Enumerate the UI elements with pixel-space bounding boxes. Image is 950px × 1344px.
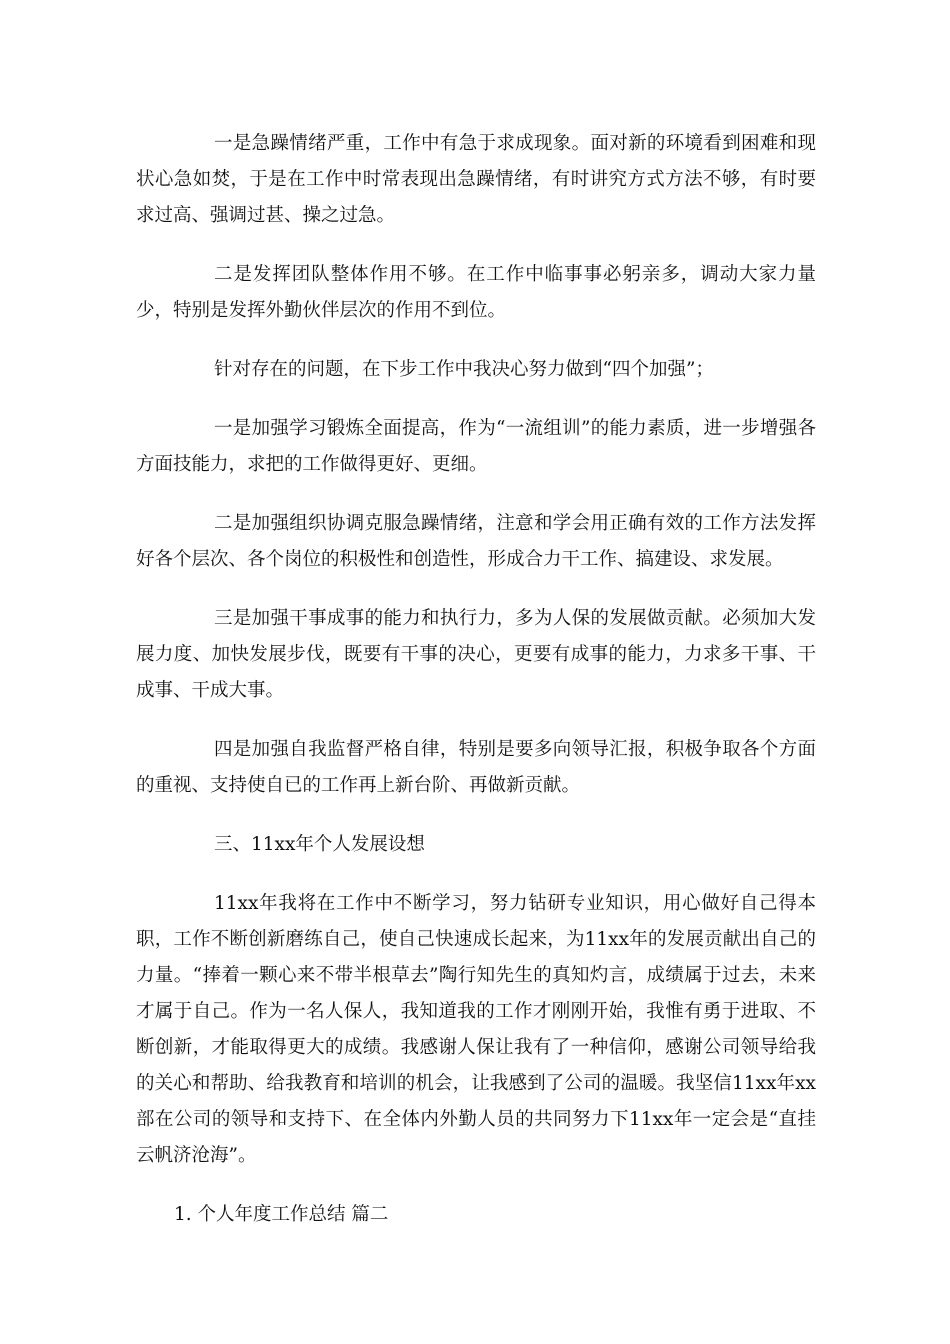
paragraph-strengthen-4: 四是加强自我监督严格自律，特别是要多向领导汇报，积极争取各个方面的重视、支持使自已的工作再上新台阶、再做新贡献。	[136, 739, 816, 796]
document-body	[136, 126, 816, 1233]
paragraph-strengthen-2: 二是加强组织协调克服急躁情绪，注意和学会用正确有效的工作方法发挥好各个层次、各个岗位的积极性和创造性，形成合力干工作、搞建设、求发展。	[136, 513, 816, 570]
section-heading: 三、11xx年个人发展设想	[214, 834, 425, 855]
paragraph-four-strengthen-intro: 针对存在的问题，在下步工作中我决心努力做到“四个加强”；	[214, 359, 714, 380]
paragraph-strengthen-1: 一是加强学习锻炼全面提高，作为“一流组训”的能力素质，进一步增强各方面技能力，求把的工作做得更好、更细。	[136, 418, 816, 475]
paragraph-problem-1: 一是急躁情绪严重，工作中有急于求成现象。面对新的环境看到困难和现状心急如焚，于是在工作中时常表现出急躁情绪，有时讲究方式方法不够，有时要求过高、强调过甚、操之过急。	[136, 133, 816, 226]
next-item-heading: 1. 个人年度工作总结 篇二	[174, 1204, 389, 1225]
paragraph-development-plan: 11xx年我将在工作中不断学习，努力钻研专业知识，用心做好自己得本职，工作不断创新磨练自己，使自己快速成长起来，为11xx年的发展贡献出自己的力量。“捧着一颗心来不带半根草去”陶行知先生的真知灼言，成绩属于过去，未来才属于自己。作为一名人保人，我知道我的工作才刚刚开始，我惟有勇于进取、不断创新，才能取得更大的成绩。我感谢人保让我有了一种信仰，感谢公司领导给我的关心和帮助、给我教育和培训的机会，让我感到了公司的温暖。我坚信11xx年xx部在公司的领导和支持下、在全体内外勤人员的共同努力下11xx年一定会是“直挂云帆济沧海”。	[136, 893, 816, 1166]
paragraph-problem-2: 二是发挥团队整体作用不够。在工作中临事事必躬亲多，调动大家力量少，特别是发挥外勤伙伴层次的作用不到位。	[136, 264, 816, 321]
paragraph-strengthen-3: 三是加强干事成事的能力和执行力，多为人保的发展做贡献。必须加大发展力度、加快发展步伐，既要有干事的决心，更要有成事的能力，力求多干事、干成事、干成大事。	[136, 608, 816, 701]
